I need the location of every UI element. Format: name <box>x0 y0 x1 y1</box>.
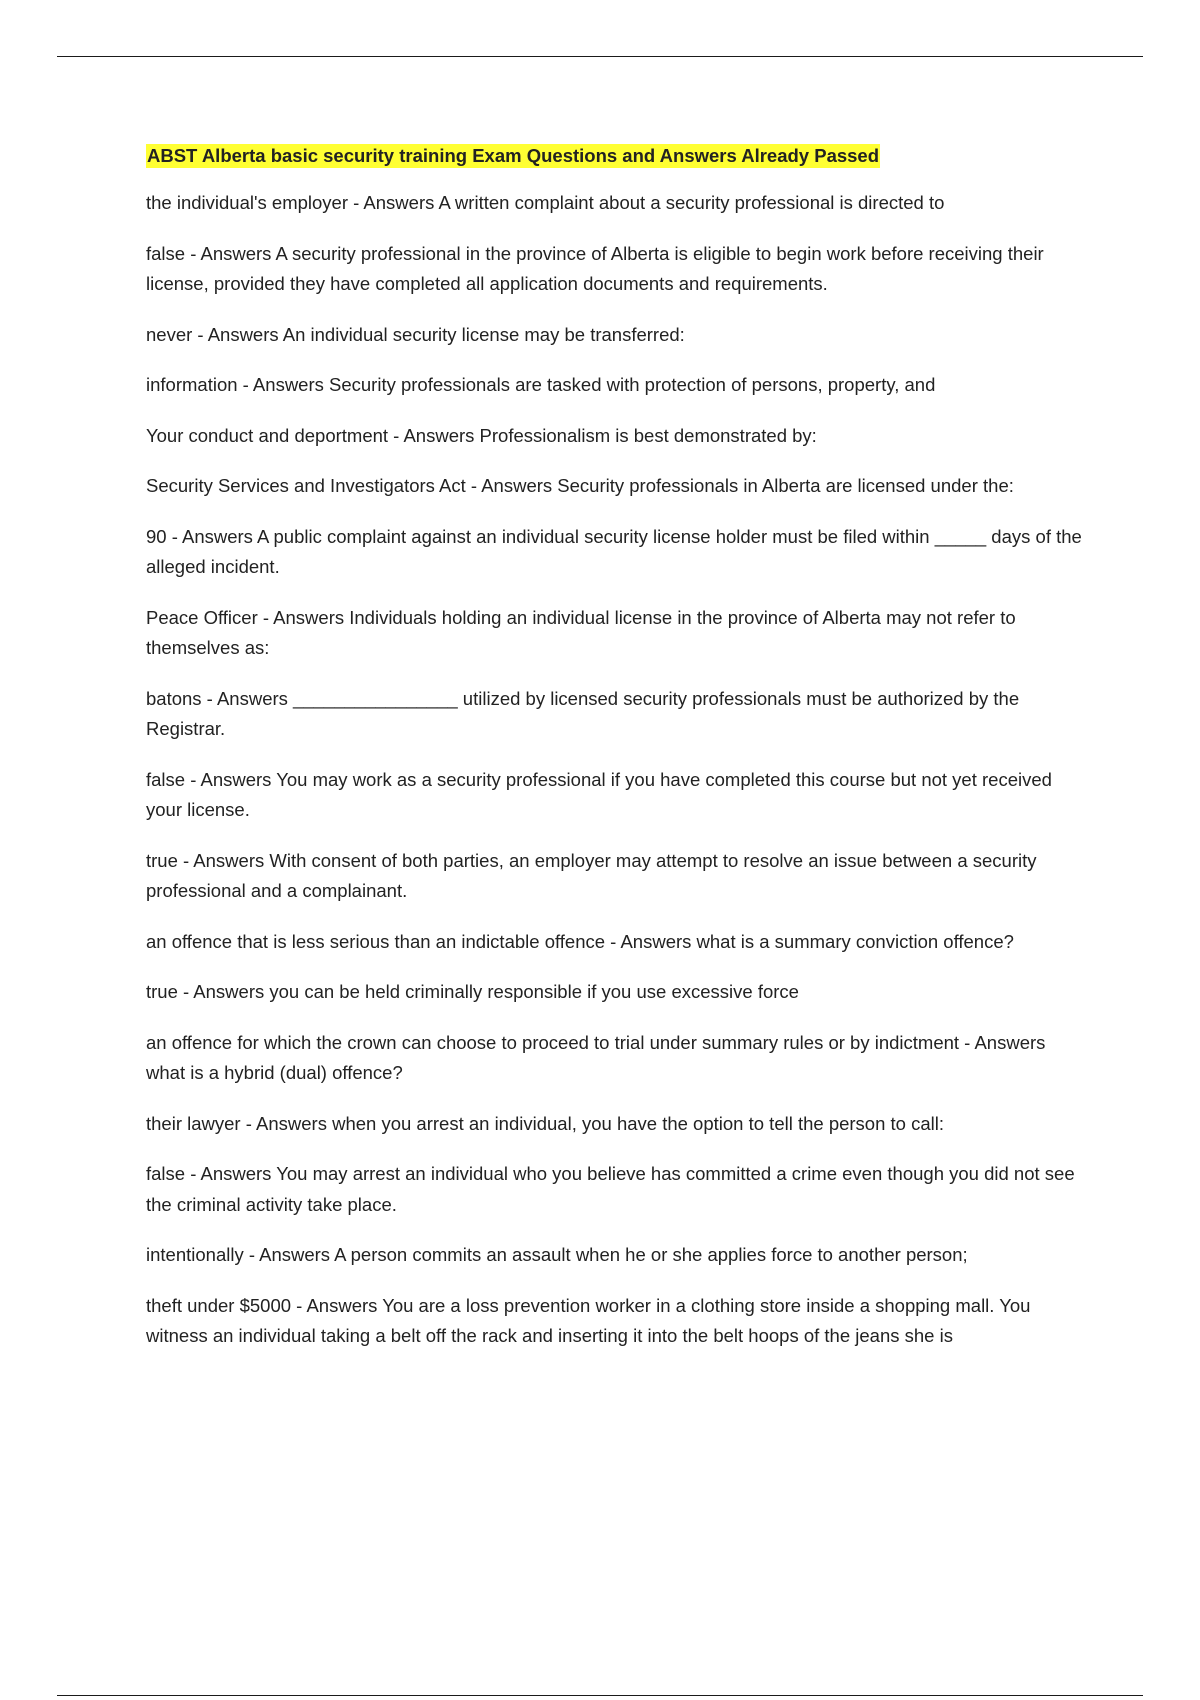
qa-item: false - Answers A security professional in the province of Alberta is eligible to begin work before receiving their license, provided they have completed all application documents and requirements. <box>146 242 1044 294</box>
document-title: ABST Alberta basic security training Exam Questions and Answers Already Passed <box>147 145 880 166</box>
qa-item: information - Answers Security professionals are tasked with protection of persons, property, and <box>146 374 936 395</box>
qa-item: never - Answers An individual security license may be transferred: <box>146 323 685 345</box>
footer-rule <box>57 1695 1143 1696</box>
document-body <box>146 144 1086 1372</box>
qa-item: batons - Answers ________________ utilized by licensed security professionals must be authorized by the Registrar. <box>146 687 1020 739</box>
qa-item: their lawyer - Answers when you arrest an individual, you have the option to tell the person to call: <box>146 1112 944 1134</box>
qa-item: 90 - Answers A public complaint against an individual security license holder must be filed within _____ days of the alleged incident. <box>146 525 1082 577</box>
qa-list <box>146 188 1086 1352</box>
qa-item: an offence for which the crown can choose to proceed to trial under summary rules or by indictment - Answers what is a hybrid (dual) offence? <box>146 1031 1046 1083</box>
qa-item: the individual's employer - Answers A written complaint about a security professional is directed to <box>146 192 945 213</box>
qa-item: Security Services and Investigators Act - Answers Security professionals in Alberta are licensed under the: <box>146 475 1014 496</box>
qa-item: false - Answers You may arrest an individual who you believe has committed a crime even though you did not see the criminal activity take place. <box>146 1163 1075 1215</box>
qa-item: an offence that is less serious than an indictable offence - Answers what is a summary conviction offence? <box>146 930 1014 952</box>
qa-item: intentionally - Answers A person commits an assault when he or she applies force to another person; <box>146 1244 968 1265</box>
header-rule <box>57 56 1143 57</box>
qa-item: theft under $5000 - Answers You are a loss prevention worker in a clothing store inside a shopping mall. You witness an individual taking a belt off the rack and inserting it into the belt hoops of the jeans she is <box>146 1294 1031 1346</box>
qa-item: Peace Officer - Answers Individuals holding an individual license in the province of Alberta may not refer to themselves as: <box>146 606 1016 658</box>
qa-item: true - Answers With consent of both parties, an employer may attempt to resolve an issue between a security professional and a complainant. <box>146 849 1037 901</box>
qa-item: Your conduct and deportment - Answers Professionalism is best demonstrated by: <box>146 424 817 446</box>
qa-item: false - Answers You may work as a security professional if you have completed this course but not yet received your license. <box>146 768 1052 820</box>
qa-item: true - Answers you can be held criminally responsible if you use excessive force <box>146 981 799 1002</box>
